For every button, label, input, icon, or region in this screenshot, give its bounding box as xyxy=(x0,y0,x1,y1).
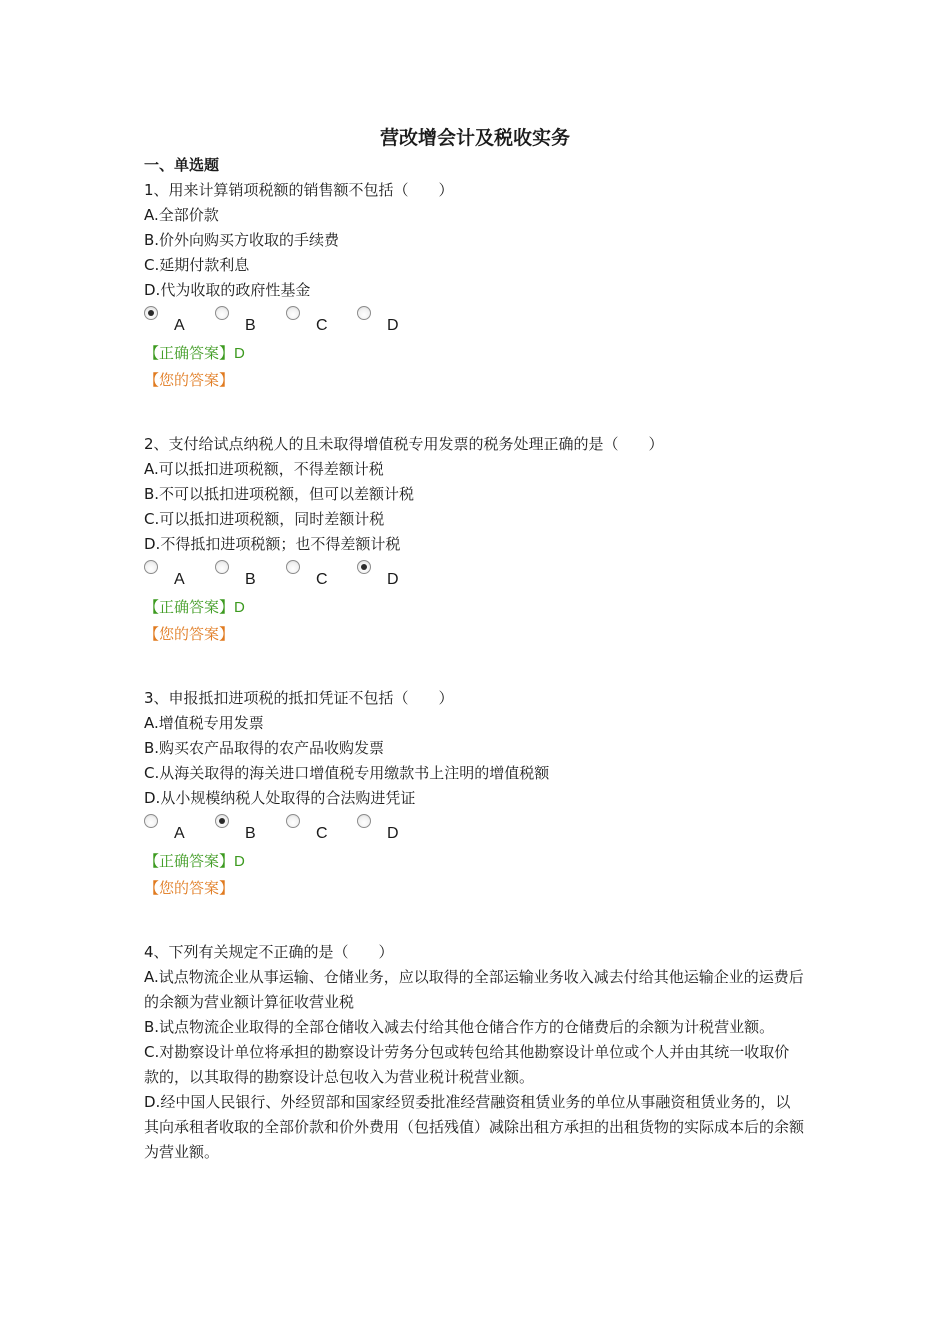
option-b-text: B.试点物流企业取得的全部仓储收入减去付给其他仓储合作方的仓储费后的余额为计税营业额。 xyxy=(144,1018,775,1036)
choice-c[interactable]: C xyxy=(286,306,346,340)
option-c-text: C.从海关取得的海关进口增值税专用缴款书上注明的增值税额 xyxy=(144,764,550,782)
radio-button[interactable] xyxy=(144,814,158,828)
correct-answer: 【正确答案】D xyxy=(144,598,245,616)
answer-radio-group xyxy=(144,306,804,340)
question-3 xyxy=(144,686,804,901)
document-title: 营改增会计及税收实务 xyxy=(379,127,570,149)
question-stem: 3、申报抵扣进项税的抵扣凭证不包括（ ） xyxy=(144,689,454,707)
question-stem: 1、用来计算销项税额的销售额不包括（ ） xyxy=(144,181,454,199)
option-b-text: B.不可以抵扣进项税额，但可以差额计税 xyxy=(144,485,415,503)
correct-answer: 【正确答案】D xyxy=(144,852,245,870)
radio-button[interactable] xyxy=(357,814,371,828)
option-c-text: C.可以抵扣进项税额，同时差额计税 xyxy=(144,510,385,528)
option-a-text: A.增值税专用发票 xyxy=(144,714,264,732)
question-stem: 4、下列有关规定不正确的是（ ） xyxy=(144,943,394,961)
option-d-text: D.经中国人民银行、外经贸部和国家经贸委批准经营融资租赁业务的单位从事融资租赁业务的，以其向承租者收取的全部价款和价外费用（包括残值）减除出租方承担的出租货物的实际成本后的余额为营业额。 xyxy=(144,1093,805,1161)
choice-d[interactable]: D xyxy=(357,814,417,848)
choice-d[interactable]: D xyxy=(357,560,417,594)
radio-button[interactable] xyxy=(357,560,371,574)
choice-c[interactable]: C xyxy=(286,560,346,594)
choice-d[interactable]: D xyxy=(357,306,417,340)
answer-radio-group xyxy=(144,560,804,594)
radio-button[interactable] xyxy=(286,814,300,828)
your-answer: 【您的答案】 xyxy=(144,879,235,897)
option-b-text: B.价外向购买方收取的手续费 xyxy=(144,231,340,249)
option-a-text: A.全部价款 xyxy=(144,206,219,224)
section-heading: 一、单选题 xyxy=(144,156,220,174)
radio-button[interactable] xyxy=(357,306,371,320)
radio-button[interactable] xyxy=(215,560,229,574)
question-1 xyxy=(144,178,804,393)
choice-a[interactable]: A xyxy=(144,560,204,594)
correct-answer: 【正确答案】D xyxy=(144,344,245,362)
choice-b[interactable]: B xyxy=(215,560,275,594)
option-a-text: A.试点物流企业从事运输、仓储业务，应以取得的全部运输业务收入减去付给其他运输企业的运费后的余额为营业额计算征收营业税 xyxy=(144,968,804,1011)
option-c-text: C.对勘察设计单位将承担的勘察设计劳务分包或转包给其他勘察设计单位或个人并由其统一收取价款的，以其取得的勘察设计总包收入为营业税计税营业额。 xyxy=(144,1043,790,1086)
choice-a[interactable]: A xyxy=(144,306,204,340)
radio-button[interactable] xyxy=(286,560,300,574)
radio-button[interactable] xyxy=(215,306,229,320)
choice-c[interactable]: C xyxy=(286,814,346,848)
option-d-text: D.代为收取的政府性基金 xyxy=(144,281,311,299)
radio-button[interactable] xyxy=(215,814,229,828)
radio-button[interactable] xyxy=(144,560,158,574)
your-answer: 【您的答案】 xyxy=(144,625,235,643)
choice-b[interactable]: B xyxy=(215,814,275,848)
question-4 xyxy=(144,940,804,1165)
question-2 xyxy=(144,432,804,647)
option-c-text: C.延期付款利息 xyxy=(144,256,250,274)
answer-radio-group xyxy=(144,814,804,848)
choice-b[interactable]: B xyxy=(215,306,275,340)
option-d-text: D.不得抵扣进项税额；也不得差额计税 xyxy=(144,535,401,553)
your-answer: 【您的答案】 xyxy=(144,371,235,389)
option-d-text: D.从小规模纳税人处取得的合法购进凭证 xyxy=(144,789,416,807)
option-a-text: A.可以抵扣进项税额，不得差额计税 xyxy=(144,460,384,478)
option-b-text: B.购买农产品取得的农产品收购发票 xyxy=(144,739,385,757)
question-stem: 2、支付给试点纳税人的且未取得增值税专用发票的税务处理正确的是（ ） xyxy=(144,435,664,453)
radio-button[interactable] xyxy=(144,306,158,320)
radio-button[interactable] xyxy=(286,306,300,320)
choice-a[interactable]: A xyxy=(144,814,204,848)
